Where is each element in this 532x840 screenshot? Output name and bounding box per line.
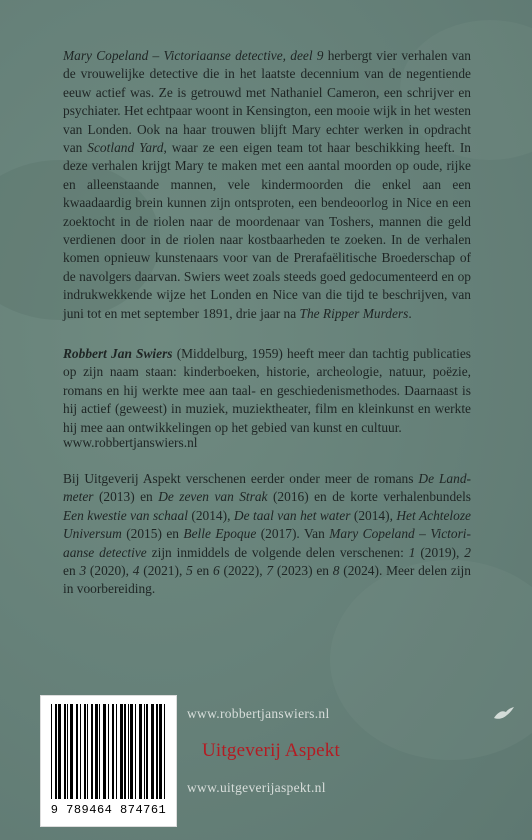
pub-title: Belle Epoque <box>183 526 257 542</box>
pub-title: Een kwestie van schaal <box>63 507 188 523</box>
barcode-bar <box>58 704 61 799</box>
pub-title: De zeven van Strak <box>158 489 268 505</box>
author-bio-paragraph <box>63 345 471 437</box>
barcode-bar <box>95 704 98 799</box>
author-url: www.robbertjanswiers.nl <box>63 435 198 450</box>
barcode-bar <box>99 704 100 799</box>
barcode-bar <box>144 704 145 799</box>
pub-text: (2014), <box>350 507 397 523</box>
pub-text: en <box>63 563 80 579</box>
barcode-bar <box>103 704 106 799</box>
pub-title: De taal van het water <box>233 507 351 523</box>
publisher-url: www.uitgeverijaspekt.nl <box>187 780 326 795</box>
pub-volume: 4 <box>132 563 140 579</box>
pub-title: De Landmeter <box>63 471 471 505</box>
publications-paragraph <box>63 470 471 599</box>
pub-volume: 1 <box>408 544 416 560</box>
pub-text: (2022), <box>219 563 267 579</box>
barcode-bar <box>151 704 154 799</box>
pub-text: (2016) en de korte verhalenbundels <box>267 489 472 505</box>
blurb-text: . <box>408 305 412 321</box>
barcode-bar <box>139 704 142 799</box>
barcode-bar <box>108 704 109 799</box>
barcode-bar <box>135 704 136 799</box>
pub-text: Bij Uitgeverij Aspekt verschenen eerder onder meer de romans <box>63 471 419 486</box>
barcode-bar <box>156 704 158 799</box>
pub-text: (2017). Van <box>256 526 330 542</box>
barcode-bar <box>112 704 114 799</box>
barcode-bar <box>51 704 52 799</box>
blurb-text: herbergt vier verhalen van de vrouwelijke detective die in het laatste decennium van de negentiende eeuw actief was. Ze is getrouwd met Nathaniel Cameron, een schrijver en psychiater. Het echtpaar woont in Kensington, een mooie wijk in het westen van Londen. Ook na haar trouwen blijft Mary echter werken in opdracht van <box>63 48 471 156</box>
barcode-bar <box>91 704 93 799</box>
pub-title: Mary Copeland – Victoriaanse detective <box>63 526 471 560</box>
barcode-bar <box>116 704 117 799</box>
pub-text: en <box>192 563 214 579</box>
barcode-bar <box>87 704 88 799</box>
blurb-text: , waar ze een eigen team tot haar beschikking heeft. In deze verhalen krijgt Mary te maken met een aantal moorden op oude, rijke en alleenstaande mannen, vele kindermoorden die enkel aan een kwaadaardig brein kunnen zijn ontsproten, een bendeoorlog in Nice en een zoektocht in de riolen naar de moordenaar van Toshers, mannen die geld verdienen door in de riolen naar kostbaarheden te zoeken. In de verhalen komen opnieuw kunstenaars voor van de Prerafaëlitische Broederschap of de navolgers daarvan. Swiers weet zoals steeds goed gedocumenteerd en op indrukwekkende wijze het Londen en Nice van die tijd te beschrijven, van juni tot en met september 1891, drie jaar na <box>63 140 471 321</box>
pub-text: zijn inmiddels de volgende delen verschenen: <box>146 544 409 560</box>
pub-text: (2020), <box>86 563 133 579</box>
series-title: Mary Copeland – Victoriaanse detective, deel 9 <box>63 48 324 63</box>
barcode-bar <box>67 704 68 799</box>
barcode-bar <box>128 704 129 799</box>
pub-volume: 2 <box>464 544 471 560</box>
barcode-bar <box>120 704 123 799</box>
pub-volume: 7 <box>266 563 274 579</box>
barcode-bar <box>64 704 66 799</box>
barcode-bar <box>164 704 165 799</box>
barcode-bars <box>41 696 176 804</box>
pub-text: (2014), <box>187 507 234 523</box>
pub-text: (2023) en <box>273 563 333 579</box>
barcode-bar <box>70 704 73 799</box>
pub-volume: 5 <box>186 563 193 579</box>
publisher-name: Uitgeverij Aspekt <box>202 740 340 761</box>
blurb-paragraph <box>63 47 471 323</box>
pub-volume: 8 <box>332 563 340 579</box>
pub-text: (2015) en <box>121 526 184 542</box>
blurb-italic: Scotland Yard <box>87 140 164 156</box>
isbn-digits: 9 789464 874761 <box>50 803 167 817</box>
barcode-bar <box>146 704 148 799</box>
author-website <box>63 434 471 452</box>
pub-text: (2013) en <box>93 489 159 505</box>
pub-text: (2024). Meer delen zijn in voorbereiding. <box>63 563 471 597</box>
pub-volume: 3 <box>79 563 87 579</box>
pub-text: (2019), <box>415 544 465 560</box>
author-url-footer: www.robbertjanswiers.nl <box>187 706 330 721</box>
barcode-bar <box>55 704 57 799</box>
author-name: Robbert Jan Swiers <box>63 346 173 361</box>
barcode-bar <box>159 704 162 799</box>
pub-title: Het Achteloze Universum <box>63 507 471 542</box>
barcode-bar <box>124 704 126 799</box>
barcode-bar <box>84 704 86 799</box>
author-bio: (Middelburg, 1959) heeft meer dan tachtig publicaties op zijn naam staan: kinderboeken, historie, archeologie, natuur, poëzie, romans en hij werkte mee aan taal- en geschiedenismethodes. Daarnaast is hij actief (geweest) in muziek, muziektheater, film en kleinkunst en werkte hij mee aan ontwikkelingen op het gebied van kunst en cultuur. <box>63 346 472 435</box>
isbn-barcode <box>40 695 177 827</box>
bird-silhouette-icon <box>492 706 516 724</box>
blurb-italic: The Ripper Murders <box>299 305 409 321</box>
pub-text: (2021), <box>139 563 187 579</box>
barcode-bar <box>80 704 81 799</box>
pub-volume: 6 <box>213 563 220 579</box>
barcode-bar <box>76 704 78 799</box>
barcode-bar <box>130 704 133 799</box>
